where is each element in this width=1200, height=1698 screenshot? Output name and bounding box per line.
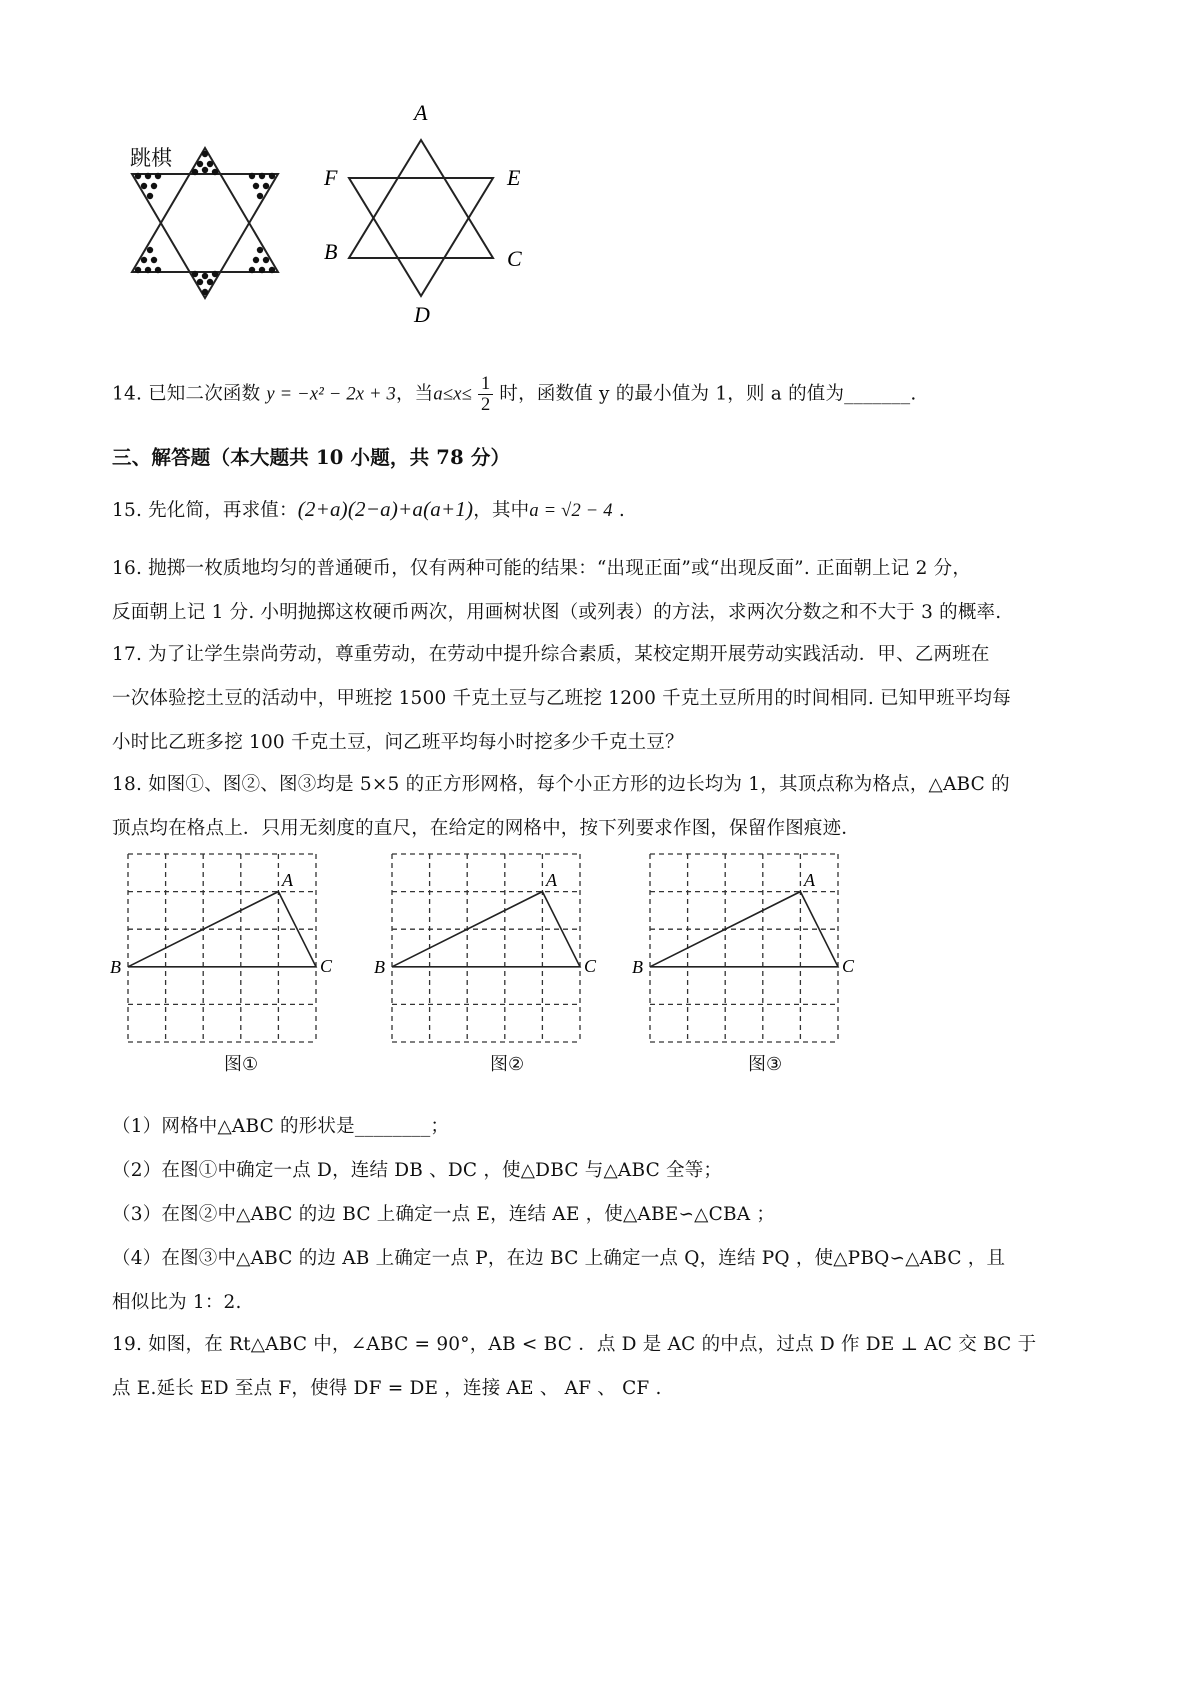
question-14 [112, 374, 916, 415]
question-18-sub-2: （2）在图①中确定一点 D，连结 DB 、DC ，使△DBC 与△ABC 全等； [112, 1160, 723, 1181]
grid-3-svg [630, 848, 870, 1048]
grid-figure-2 [372, 848, 612, 1048]
star-of-david-figure [320, 100, 540, 330]
grid3-label-B: B [632, 957, 643, 977]
question-18-sub-3: （3）在图②中△ABC 的边 BC 上确定一点 E，连结 AE ，使△ABE∽△CBA ； [112, 1204, 776, 1225]
q15-value: a = √2 − 4 [529, 501, 613, 521]
star-label-A: A [414, 100, 428, 125]
q15-expression: (2+a)(2−a)+a(a+1) [297, 497, 474, 521]
caption-figure-2: 图② [490, 1054, 525, 1075]
q14-frac-num: 1 [478, 374, 493, 395]
q14-function: y = −x² − 2x + 3 [266, 384, 396, 405]
question-18-line-1: 18. 如图①、图②、图③均是 5×5 的正方形网格，每个小正方形的边长均为 1，其顶点称为格点，△ABC 的 [112, 774, 1010, 795]
star-label-E: E [507, 165, 521, 190]
q15-end: . [618, 500, 625, 521]
q14-prefix: 14. 已知二次函数 [112, 383, 261, 405]
tiaoqi-label: 跳棋 [128, 142, 174, 172]
grid3-label-A: A [804, 870, 815, 890]
grid1-label-A: A [282, 870, 293, 890]
star-label-F: F [324, 165, 338, 190]
question-16-line-1: 16. 抛掷一枚质地均匀的普通硬币，仅有两种可能的结果：“出现正面”或“出现反面”. 正面朝上记 2 分， [112, 558, 972, 579]
grid-2-svg [372, 848, 612, 1048]
question-18-sub-4a: （4）在图③中△ABC 的边 AB 上确定一点 P，在边 BC 上确定一点 Q，连结 PQ ，使△PBQ∽△ABC ，且 [112, 1248, 1006, 1269]
q14-frac-den: 2 [480, 395, 491, 415]
question-17-line-2: 一次体验挖土豆的活动中，甲班挖 1500 千克土豆与乙班挖 1200 千克土豆所用的时间相同. 已知甲班平均每 [112, 688, 1011, 709]
grid2-label-C: C [584, 956, 597, 976]
star-label-B: B [324, 239, 338, 264]
question-17-line-1: 17. 为了让学生崇尚劳动，尊重劳动，在劳动中提升综合素质，某校定期开展劳动实践活动．甲、乙两班在 [112, 644, 990, 665]
question-17-line-3: 小时比乙班多挖 100 千克土豆，问乙班平均每小时挖多少千克土豆？ [112, 732, 684, 753]
grid-figure-3 [630, 848, 870, 1048]
grid2-label-A: A [546, 870, 557, 890]
section-3-heading: 三、解答题（本大题共 10 小题，共 78 分） [112, 446, 511, 469]
question-15 [112, 496, 625, 522]
q14-fraction [478, 374, 493, 415]
grid1-label-C: C [320, 956, 333, 976]
caption-figure-3: 图③ [748, 1054, 783, 1075]
question-19-line-2: 点 E.延长 ED 至点 F，使得 DF = DE ，连接 AE 、 AF 、 CF . [112, 1378, 662, 1399]
question-18-line-2: 顶点均在格点上．只用无刻度的直尺，在给定的网格中，按下列要求作图，保留作图痕迹． [112, 818, 861, 839]
question-16-line-2: 反面朝上记 1 分. 小明抛掷这枚硬币两次，用画树状图（或列表）的方法，求两次分数之和不大于 3 的概率. [112, 602, 1002, 623]
star-figure-svg [320, 100, 540, 330]
star-label-C: C [507, 246, 522, 271]
star-label-D: D [414, 302, 430, 327]
grid1-label-B: B [110, 957, 121, 977]
grid-1-svg [108, 848, 348, 1048]
q14-mid: ，当 [395, 383, 434, 405]
grid2-label-B: B [374, 957, 385, 977]
q15-mid: ，其中 [473, 500, 530, 521]
grid3-label-C: C [842, 956, 855, 976]
q14-condition: a≤x≤ [433, 384, 472, 405]
question-18-sub-4b: 相似比为 1：2. [112, 1292, 242, 1313]
question-18-sub-1: （1）网格中△ABC 的形状是________； [112, 1116, 450, 1137]
grid-figure-1 [108, 848, 348, 1048]
caption-figure-1: 图① [224, 1054, 259, 1075]
q15-prefix: 15. 先化简，再求值： [112, 500, 298, 521]
q14-suffix: 时，函数值 y 的最小值为 1，则 a 的值为_______. [499, 383, 917, 405]
question-19-line-1: 19. 如图，在 Rt△ABC 中，∠ABC = 90°，AB < BC ．点 D 是 AC 的中点，过点 D 作 DE ⊥ AC 交 BC 于 [112, 1334, 1037, 1355]
